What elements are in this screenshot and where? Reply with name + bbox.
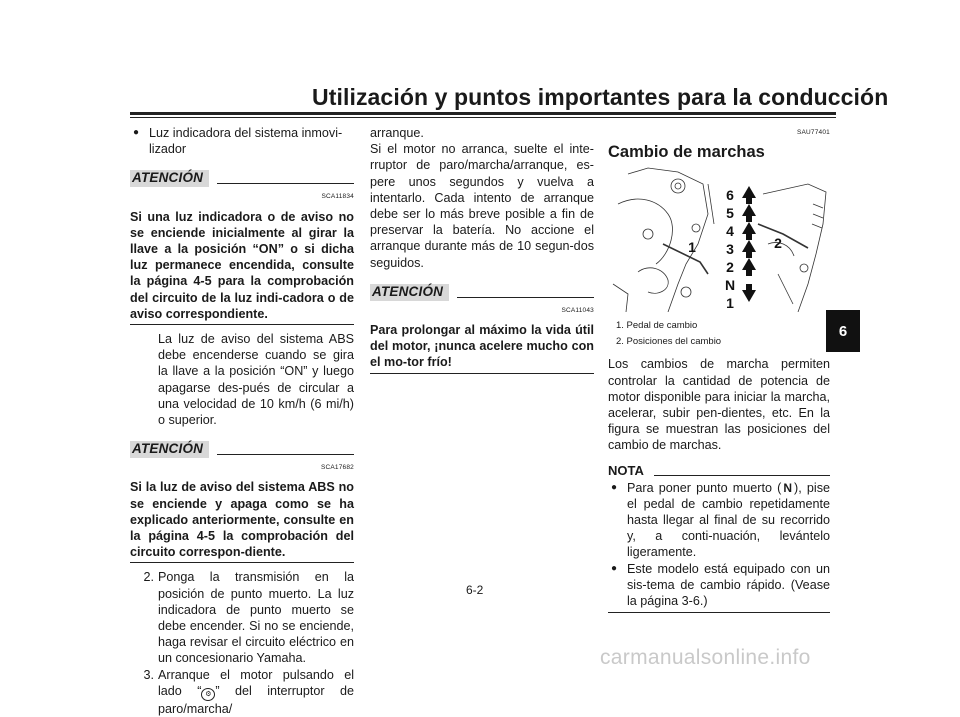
gear-label-6: 6	[726, 187, 734, 204]
neutral-icon: N	[783, 480, 793, 495]
nota-label: NOTA	[608, 463, 644, 479]
attention-rule	[217, 454, 354, 455]
nota-heading	[608, 460, 830, 480]
shift-pedal-illustration	[608, 164, 830, 312]
step-item	[130, 569, 354, 666]
column-middle	[370, 125, 594, 380]
column-left	[130, 125, 354, 717]
reference-code: SCA11043	[561, 306, 594, 314]
bullet-dot-icon: ●	[611, 481, 618, 493]
page-number: 6-2	[466, 583, 484, 597]
attention-text: Para prolongar al máximo la vida útil del motor, ¡nunca acelere mucho con el mo-tor frío!	[370, 322, 594, 374]
attention-label: ATENCIÓN	[370, 284, 449, 301]
nota-rule	[654, 475, 830, 476]
step-text-part: ” del interruptor de paro/marcha/	[158, 683, 354, 716]
step-text-part: Arranque el motor pulsando el lado “	[158, 667, 354, 698]
attention-text: Si una luz indicadora o de aviso no se enciende inicialmente al girar la llave a la posición “ON” o si dicha luz permanece encendida, consulte la página 4-5 para la comprobación del circuito de la luz indi-cadora o de aviso correspondiente.	[130, 209, 354, 325]
gear-label-neutral: N	[724, 277, 736, 294]
nota-bullet-text	[627, 480, 830, 561]
page-header-title: Utilización y puntos importantes para la conducción	[312, 84, 889, 110]
nota-bullet-text: Este modelo está equipado con un sis-tema de cambio rápido. (Vease la página 3-6.)	[627, 561, 830, 609]
nota-bullet	[608, 561, 830, 610]
section-title: Cambio de marchas	[608, 143, 765, 162]
start-paragraph: Si el motor no arranca, suelte el inte-rruptor de paro/marcha/arranque, es-pere unos segundos y vuelva a intentarlo. Cada intento de arranque debe ser lo más breve posible a fin de preservar la batería. No accione el arranque durante más de 10 segun-dos seguidos.	[370, 142, 594, 270]
watermark: carmanualsonline.info	[600, 646, 811, 669]
step-text	[158, 667, 354, 717]
step-text: Ponga la transmisión en la posición de punto muerto. La luz indicadora de punto muerto se debe encender. Si no se enciende, haga revisar el circuito eléctrico en un concesionario Yamaha.	[158, 570, 354, 666]
column-right	[608, 125, 830, 613]
bullet-dot-icon: ●	[611, 562, 618, 574]
step-number: 3.	[143, 667, 154, 682]
bullet-item	[130, 125, 354, 157]
nota-text-part: ), pise el pedal de cambio repetidamente hasta llegar al final de su recorrido y, a conti-nuación, levántelo ligeramente.	[627, 480, 831, 560]
reference-code: SCA17682	[320, 464, 354, 472]
gear-shift-figure	[608, 164, 830, 312]
reference-code: SCA11834	[321, 193, 354, 201]
attention-heading	[130, 165, 354, 187]
start-switch-icon: ⚙	[201, 688, 215, 701]
step-item	[130, 667, 354, 717]
callout-1: 1	[688, 239, 696, 256]
attention-text: Si la luz de aviso del sistema ABS no se enciende y apaga como se ha explicado anteriormente, consulte en la página 4-5 la comprobación del circuito correspon-diente.	[130, 479, 354, 563]
continuation-text: arranque.	[370, 126, 424, 140]
attention-heading	[130, 436, 354, 458]
reference-code: SAU77401	[796, 129, 830, 136]
nota-text-part: Para poner punto muerto (	[627, 480, 782, 495]
bullet-text: Luz indicadora del sistema inmovi-lizador	[149, 126, 343, 157]
attention-label: ATENCIÓN	[130, 170, 209, 187]
gear-label-4: 4	[726, 223, 734, 240]
attention-rule	[457, 297, 594, 298]
callout-2: 2	[774, 235, 782, 252]
gear-label-2: 2	[726, 259, 734, 276]
chapter-tab[interactable]: 6	[826, 310, 860, 352]
abs-paragraph: La luz de aviso del sistema ABS debe encenderse cuando se gira la llave a la posición “ON” y luego apagarse des-pués de circular a una velocidad de 10 km/h (6 mi/h) o superior.	[158, 332, 354, 428]
figure-caption: 2. Posiciones del cambio	[616, 336, 722, 348]
header-rule	[130, 112, 836, 115]
gear-label-3: 3	[726, 241, 734, 258]
attention-label: ATENCIÓN	[130, 441, 209, 458]
step-number: 2.	[143, 570, 154, 585]
attention-heading	[370, 279, 594, 301]
header-rule-thin	[130, 117, 836, 118]
nota-end-rule	[608, 612, 830, 613]
attention-rule	[217, 183, 354, 184]
gear-label-5: 5	[726, 205, 734, 222]
nota-bullet	[608, 480, 830, 561]
gear-label-1: 1	[726, 295, 734, 312]
gear-paragraph: Los cambios de marcha permiten controlar la cantidad de potencia de motor disponible para iniciar la marcha, acelerar, subir pen-dientes, etc. En la figura se muestran las posiciones del cambio de marchas.	[608, 357, 830, 453]
bullet-dot-icon: ●	[133, 127, 140, 138]
figure-caption: 1. Pedal de cambio	[616, 320, 698, 332]
